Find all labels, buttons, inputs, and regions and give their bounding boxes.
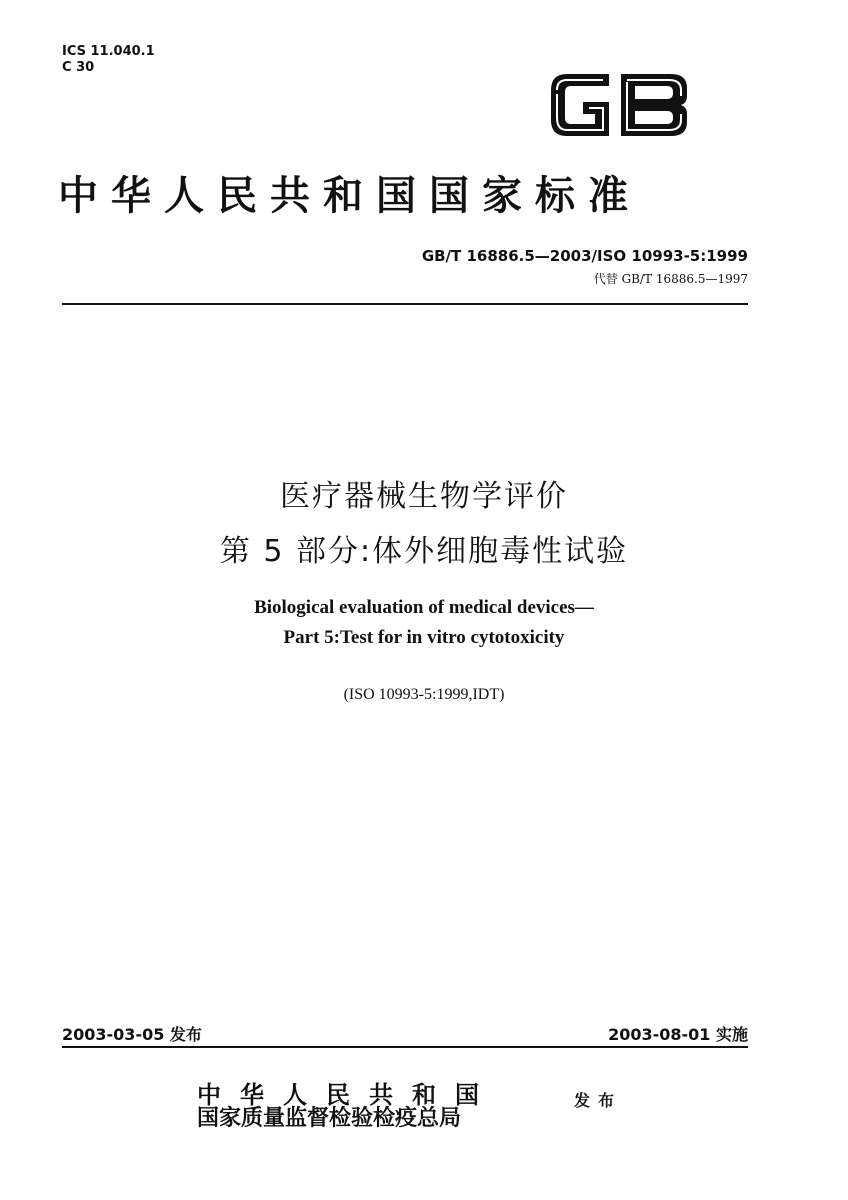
english-title-line-2: Part 5:Test for in vitro cytotoxicity xyxy=(283,627,565,648)
ics-code: ICS 11.040.1 xyxy=(62,44,155,59)
replaces-standard: 代替 GB/T 16886.5—1997 xyxy=(593,272,748,286)
bottom-divider xyxy=(62,1046,748,1048)
standard-number: GB/T 16886.5—2003/ISO 10993-5:1999 xyxy=(421,247,748,265)
class-code: C 30 xyxy=(62,60,95,75)
publish-label: 发布 xyxy=(574,1091,623,1110)
top-divider xyxy=(62,303,748,305)
english-title-line-1: Biological evaluation of medical devices— xyxy=(254,597,594,618)
standard-type-title: 中华人民共和国国家标准 xyxy=(58,172,641,219)
gb-logo-mark xyxy=(545,66,693,144)
chinese-title-line-1: 医疗器械生物学评价 xyxy=(280,479,568,514)
issuer-line-2: 国家质量监督检验检疫总局 xyxy=(197,1105,462,1131)
header-codes xyxy=(62,44,155,76)
issuer-line-1: 中华人民共和国 xyxy=(197,1080,498,1109)
implementation-date: 2003-08-01 实施 xyxy=(608,1025,748,1044)
chinese-title-line-2: 第 5 部分:体外细胞毒性试验 xyxy=(219,534,629,569)
iso-reference: (ISO 10993-5:1999,IDT) xyxy=(343,686,505,703)
gb-logo xyxy=(545,66,693,144)
issue-date: 2003-03-05 发布 xyxy=(62,1025,202,1044)
